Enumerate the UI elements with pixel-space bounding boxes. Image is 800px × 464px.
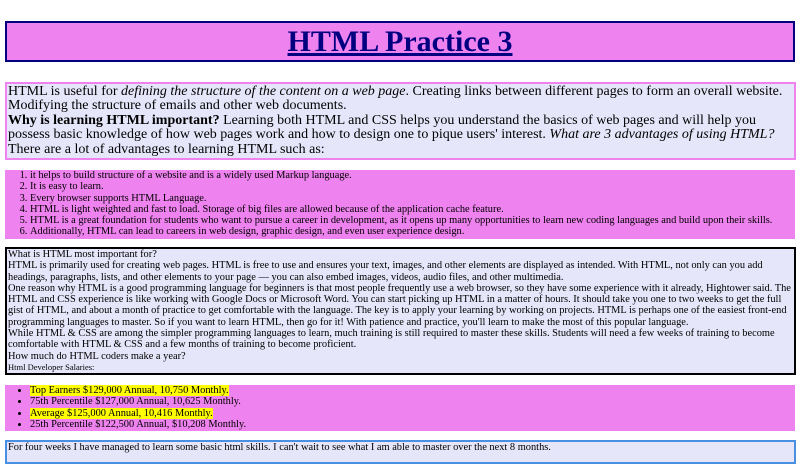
page-title-banner xyxy=(5,21,795,62)
salary-25th: 25th Percentile $122,500 Annual, $10,208 Monthly. xyxy=(30,418,247,430)
list-item: 3. Every browser supports HTML Language. xyxy=(30,193,795,204)
list-item: 2. It is easy to learn. xyxy=(30,181,795,192)
salaries-list xyxy=(5,385,795,430)
intro-section xyxy=(5,82,796,160)
salary-average: Average $125,000 Annual, 10,416 Monthly. xyxy=(30,407,213,419)
advantages-list xyxy=(5,170,795,238)
list-item xyxy=(30,396,795,407)
advantages-lead: There are a lot of advantages to learning HTML such as: xyxy=(8,141,325,157)
paragraph: HTML is primarily used for creating web pages. HTML is free to use and ensures your text, images, and other elements are displayed as intended. With HTML, not only can you add headings, paragraphs, lists, and other elements to your page — you can also embed images, videos, audio files, and other multimedia. xyxy=(8,260,763,283)
question-heading: How much do HTML coders make a year? xyxy=(8,350,186,362)
salaries-label: Html Developer Salaries: xyxy=(8,361,95,372)
list-item: 4. HTML is light weighted and fast to load. Storage of big files are allowed because of the application cache feature. xyxy=(30,204,795,215)
list-item xyxy=(30,419,795,430)
why-answer: Learning both HTML and CSS helps you understand the basics of web pages and will help you possess basic knowledge of how web pages work and how to design one to pique users' interest. xyxy=(8,112,757,143)
list-item xyxy=(30,408,795,419)
info-section xyxy=(5,247,796,375)
closing-section xyxy=(5,440,796,464)
intro-text: HTML is useful for xyxy=(8,84,122,99)
paragraph: While HTML & CSS are among the simpler programming languages to learn, much training is still required to master these skills. Students will need a few weeks of training to become comfortable with HTML & CSS and a few months of training to become proficient. xyxy=(8,328,775,351)
salary-top-earners: Top Earners $129,000 Annual, 10,750 Monthly. xyxy=(30,385,229,396)
salaries-section xyxy=(5,385,795,431)
intro-italic: defining the structure of the content on a web page xyxy=(121,84,406,99)
list-item: 6. Additionally, HTML can lead to careers in web design, graphic design, and even user experience design. xyxy=(30,226,795,237)
advantages-question: What are 3 advantages of using HTML? xyxy=(549,127,775,143)
list-item xyxy=(30,385,795,396)
page-title: HTML Practice 3 xyxy=(287,25,513,58)
closing-text: For four weeks I have managed to learn some basic html skills. I can't wait to see what I am able to master over the next 8 months. xyxy=(8,442,551,453)
salary-75th: 75th Percentile $127,000 Annual, 10,625 Monthly. xyxy=(30,396,241,408)
advantages-section xyxy=(5,170,795,239)
question-heading: What is HTML most important for? xyxy=(8,249,157,260)
why-question: Why is learning HTML important? xyxy=(8,112,220,128)
intro-text-2: . Creating links between different pages to form an overall website. Modifying the structure of emails and other web documents. xyxy=(8,84,783,114)
list-item: 1. it helps to build structure of a website and is a widely used Markup language. xyxy=(30,170,795,181)
list-item: 5. HTML is a great foundation for students who want to pursue a career in development, as it opens up many opportunities to learn new coding languages and build upon their skills. xyxy=(30,215,795,226)
paragraph: One reason why HTML is a good programming language for beginners is that most people frequently use a web browser, so they have some experience with it already, Hightower said. The HTML and CSS experience is like working with Google Docs or Microsoft Word. You can start picking up HTML in a matter of hours. It should take you one to two weeks to get the full gist of HTML, and about a month of practice to get comfortable with the language. The key is to apply your learning by working on projects. HTML is perhaps one of the easiest front-end programming languages to master. So if you want to learn HTML, then go for it! With patience and practice, you'll learn to make the most of this popular language. xyxy=(8,282,791,328)
